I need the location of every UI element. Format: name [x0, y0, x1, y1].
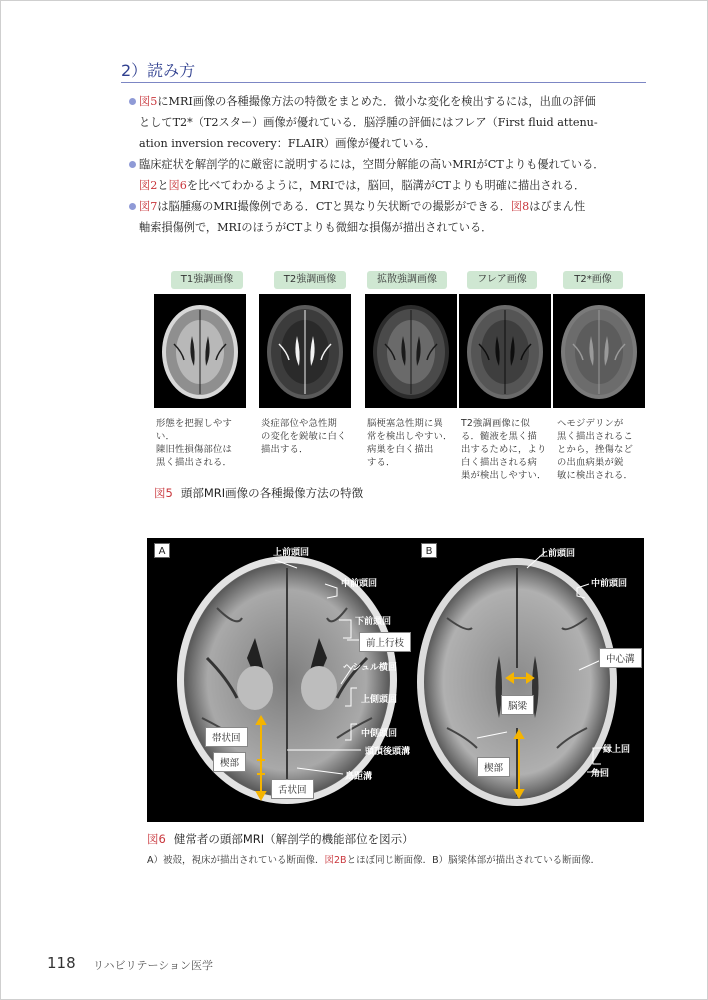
label-b-central-sulcus: 中心溝 — [599, 648, 642, 668]
text-run: としてT2*（T2スター）画像が優れている．脳浮腫の評価にはフレア（First fluid attenu- — [139, 116, 598, 129]
mri-description-t1 — [156, 417, 248, 469]
mri-image-t1 — [154, 294, 246, 408]
text-line — [139, 133, 651, 154]
label-b-angular: 角回 — [591, 769, 610, 779]
text-run: は脳腫瘍のMRI撮像例である．CTと異なり矢状断での撮影ができる． — [157, 200, 511, 213]
label-a-ascending-ramus: 前上行枝 — [359, 632, 411, 652]
description-line: 病巣を白く描出 — [367, 444, 434, 455]
description-line: ヘモジデリンが — [557, 418, 624, 429]
text-run: と — [157, 179, 169, 192]
figure-6-number: 図6 — [147, 832, 166, 846]
page-number: 118 — [47, 954, 76, 972]
mri-description-dwi — [367, 417, 459, 469]
label-a-middle-frontal: 中前頭回 — [341, 579, 378, 589]
description-line: 脳梗塞急性期に異 — [367, 418, 443, 429]
label-b-precuneus: 楔部 — [477, 757, 510, 777]
description-line: の変化を鋭敏に白く — [261, 431, 347, 442]
mri-header-dwi: 拡散強調画像 — [367, 271, 447, 289]
mri-description-t2star — [557, 417, 649, 482]
label-b-corpus-callosum: 脳梁 — [501, 695, 534, 715]
label-a-middle-temporal: 中側頭回 — [361, 729, 398, 739]
description-line: とから，挫傷など — [557, 444, 633, 455]
text-line — [139, 217, 651, 238]
mri-description-t2 — [261, 417, 353, 456]
label-a-calcarine: 鳥距溝 — [345, 772, 373, 782]
mri-header-t1: T1強調画像 — [171, 271, 243, 289]
mri-description-flair — [461, 417, 553, 482]
mri-image-flair — [459, 294, 551, 408]
text-line — [139, 91, 651, 112]
label-a-cingulate: 帯状回 — [205, 727, 248, 747]
description-line: 白く描出される病 — [461, 457, 537, 468]
mri-image-dwi — [365, 294, 457, 408]
figure-reference[interactable]: 図5 — [139, 95, 158, 108]
text-run: にMRI画像の各種撮像方法の特徴をまとめた．微小な変化を検出するには，出血の評価 — [157, 95, 596, 108]
description-line: る．髄液を黒く描 — [461, 431, 537, 442]
mri-image-t2star — [553, 294, 645, 408]
label-a-superior-frontal: 上前頭回 — [273, 548, 310, 558]
figure-reference[interactable]: 図6 — [168, 179, 187, 192]
label-a-lingual: 舌状回 — [271, 779, 314, 799]
mri-header-t2: T2強調画像 — [274, 271, 346, 289]
figure-6-panel — [147, 538, 644, 822]
subcaption-b: とほぼ同じ断面像．B）脳梁体部が描出されている断面像． — [346, 855, 601, 866]
mri-image-t2 — [259, 294, 351, 408]
text-run: 臨床症状を解剖学的に厳密に説明するには，空間分解能の高いMRIがCTよりも優れている． — [139, 158, 605, 171]
label-a-heschl: ヘシュル横回 — [343, 663, 397, 673]
subcaption-ref: 図2B — [324, 855, 347, 866]
description-line: 敏に検出される． — [557, 470, 633, 481]
text-run: を比べてわかるように，MRIでは，脳回，脳溝がCTよりも明確に描出される． — [186, 179, 586, 192]
description-line: 黒く描出されるこ — [557, 431, 633, 442]
text-line — [139, 175, 651, 196]
figure-reference[interactable]: 図7 — [139, 200, 158, 213]
text-run: ation inversion recovery：FLAIR）画像が優れている． — [139, 137, 436, 150]
mri-header-flair: フレア画像 — [467, 271, 537, 289]
brain-mri-illustration — [147, 538, 644, 822]
bullet-icon — [129, 203, 136, 210]
figure-5-title: 頭部MRI画像の各種撮像方法の特徴 — [180, 486, 364, 500]
subcaption-a: A）被殻，視床が描出されている断面像． — [147, 855, 325, 866]
section-title: 2）読み方 — [121, 61, 196, 80]
section-divider — [121, 82, 646, 83]
paragraph-3 — [139, 196, 651, 238]
paragraph-1 — [139, 91, 651, 154]
label-b-supramarginal: 縁上回 — [603, 745, 631, 755]
description-line: T2強調画像に似 — [461, 418, 530, 429]
label-a-inferior-frontal: 下前頭回 — [355, 617, 392, 627]
text-line — [139, 154, 651, 175]
text-line — [139, 196, 651, 217]
paragraph-2 — [139, 154, 651, 196]
label-a-superior-temporal: 上側頭回 — [361, 695, 398, 705]
label-b-superior-frontal: 上前頭回 — [539, 549, 576, 559]
figure-6-subcaption — [147, 852, 600, 866]
description-line: 描出する． — [261, 444, 309, 455]
bullet-icon — [129, 98, 136, 105]
figure-6-caption — [147, 831, 414, 847]
figure-5-number: 図5 — [154, 486, 173, 500]
running-title: リハビリテーション医学 — [93, 959, 214, 972]
figure-6-title: 健常者の頭部MRI（解剖学的機能部位を図示） — [173, 832, 414, 846]
description-line: 常を検出しやすい． — [367, 431, 453, 442]
description-line: 巣が検出しやすい． — [461, 470, 547, 481]
figure-reference[interactable]: 図2 — [139, 179, 158, 192]
text-run: 軸索損傷例で，MRIのほうがCTよりも微細な損傷が描出されている． — [139, 221, 493, 234]
description-line: 陳旧性損傷部位は — [156, 444, 232, 455]
description-line: 出するために，より — [461, 444, 547, 455]
label-a-precuneus: 楔部 — [213, 752, 246, 772]
description-line: 形態を把握しやすい． — [156, 418, 232, 442]
description-line: する． — [367, 457, 396, 468]
figure-reference[interactable]: 図8 — [510, 200, 530, 213]
panel-a-label: A — [154, 543, 170, 558]
panel-b-label: B — [421, 543, 437, 558]
description-line: の出血病巣が鋭 — [557, 457, 624, 468]
label-a-parieto-occipital: 頭頂後頭溝 — [365, 747, 411, 757]
text-line — [139, 112, 651, 133]
text-run: はびまん性 — [529, 200, 586, 213]
label-b-middle-frontal: 中前頭回 — [591, 579, 628, 589]
mri-header-t2star: T2*画像 — [563, 271, 623, 289]
description-line: 炎症部位や急性期 — [261, 418, 337, 429]
description-line: 黒く描出される． — [156, 457, 232, 468]
bullet-icon — [129, 161, 136, 168]
figure-5-caption — [154, 485, 363, 501]
